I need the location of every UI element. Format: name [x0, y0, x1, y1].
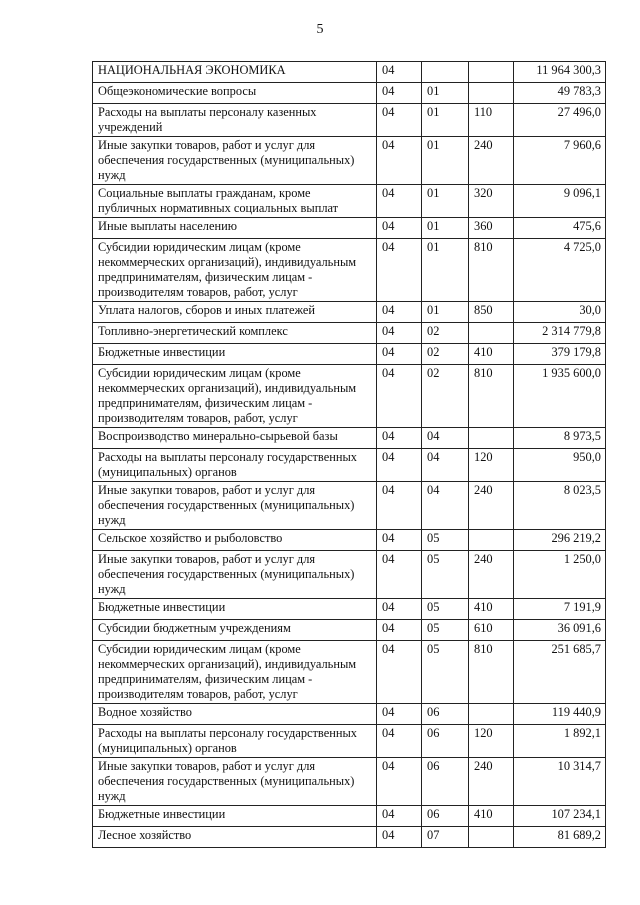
row-subsection-cell: 01 [422, 302, 469, 323]
row-section-cell: 04 [377, 365, 422, 428]
row-name-cell: Иные закупки товаров, работ и услуг для обеспечения государственных (муниципальных) нужд [93, 758, 377, 806]
row-subsection-cell: 04 [422, 449, 469, 482]
row-amount-cell: 30,0 [514, 302, 606, 323]
row-section-cell: 04 [377, 641, 422, 704]
row-expense-type-cell: 120 [469, 725, 514, 758]
row-amount-cell: 9 096,1 [514, 185, 606, 218]
table-row [93, 62, 606, 83]
row-expense-type-cell: 240 [469, 551, 514, 599]
row-section-cell: 04 [377, 827, 422, 848]
row-name-cell: Иные закупки товаров, работ и услуг для обеспечения государственных (муниципальных) нужд [93, 482, 377, 530]
row-name-cell: Уплата налогов, сборов и иных платежей [93, 302, 377, 323]
row-section-cell: 04 [377, 806, 422, 827]
row-section-cell: 04 [377, 83, 422, 104]
table-row [93, 530, 606, 551]
table-row [93, 365, 606, 428]
row-name-cell: Расходы на выплаты персоналу казенных учреждений [93, 104, 377, 137]
row-section-cell: 04 [377, 620, 422, 641]
row-name-cell: Водное хозяйство [93, 704, 377, 725]
row-expense-type-cell [469, 83, 514, 104]
row-expense-type-cell [469, 704, 514, 725]
row-name-cell: Субсидии юридическим лицам (кроме некоммерческих организаций), индивидуальным предпринимателям, физическим лицам - производителям товаров, работ, услуг [93, 239, 377, 302]
row-subsection-cell: 01 [422, 83, 469, 104]
table-row [93, 827, 606, 848]
row-section-cell: 04 [377, 449, 422, 482]
row-name-cell: Иные закупки товаров, работ и услуг для обеспечения государственных (муниципальных) нужд [93, 551, 377, 599]
row-amount-cell: 251 685,7 [514, 641, 606, 704]
row-expense-type-cell: 360 [469, 218, 514, 239]
table-row [93, 806, 606, 827]
row-amount-cell: 4 725,0 [514, 239, 606, 302]
row-subsection-cell [422, 62, 469, 83]
row-expense-type-cell: 850 [469, 302, 514, 323]
row-amount-cell: 8 973,5 [514, 428, 606, 449]
row-amount-cell: 27 496,0 [514, 104, 606, 137]
row-amount-cell: 49 783,3 [514, 83, 606, 104]
table-row [93, 344, 606, 365]
table-row [93, 323, 606, 344]
table-row [93, 302, 606, 323]
row-name-cell: Бюджетные инвестиции [93, 806, 377, 827]
table-row [93, 725, 606, 758]
row-amount-cell: 2 314 779,8 [514, 323, 606, 344]
row-expense-type-cell [469, 827, 514, 848]
table-row [93, 185, 606, 218]
row-name-cell: НАЦИОНАЛЬНАЯ ЭКОНОМИКА [93, 62, 377, 83]
table-row [93, 239, 606, 302]
table-row [93, 137, 606, 185]
table-row [93, 218, 606, 239]
table-row [93, 551, 606, 599]
row-section-cell: 04 [377, 239, 422, 302]
row-subsection-cell: 06 [422, 758, 469, 806]
table-row [93, 599, 606, 620]
row-amount-cell: 296 219,2 [514, 530, 606, 551]
row-subsection-cell: 06 [422, 725, 469, 758]
row-name-cell: Сельское хозяйство и рыболовство [93, 530, 377, 551]
row-amount-cell: 11 964 300,3 [514, 62, 606, 83]
row-section-cell: 04 [377, 62, 422, 83]
row-amount-cell: 7 960,6 [514, 137, 606, 185]
row-subsection-cell: 02 [422, 365, 469, 428]
table-row [93, 704, 606, 725]
row-amount-cell: 119 440,9 [514, 704, 606, 725]
row-expense-type-cell [469, 428, 514, 449]
row-section-cell: 04 [377, 302, 422, 323]
row-name-cell: Бюджетные инвестиции [93, 344, 377, 365]
table-row [93, 758, 606, 806]
row-subsection-cell: 01 [422, 185, 469, 218]
row-section-cell: 04 [377, 725, 422, 758]
row-amount-cell: 1 250,0 [514, 551, 606, 599]
page-number: 5 [316, 22, 324, 37]
row-amount-cell: 10 314,7 [514, 758, 606, 806]
row-section-cell: 04 [377, 323, 422, 344]
row-name-cell: Субсидии бюджетным учреждениям [93, 620, 377, 641]
row-subsection-cell: 06 [422, 704, 469, 725]
row-expense-type-cell: 610 [469, 620, 514, 641]
row-section-cell: 04 [377, 551, 422, 599]
row-amount-cell: 8 023,5 [514, 482, 606, 530]
row-subsection-cell: 05 [422, 599, 469, 620]
row-expense-type-cell: 410 [469, 344, 514, 365]
row-amount-cell: 1 935 600,0 [514, 365, 606, 428]
table-row [93, 641, 606, 704]
row-subsection-cell: 05 [422, 620, 469, 641]
row-amount-cell: 475,6 [514, 218, 606, 239]
row-name-cell: Лесное хозяйство [93, 827, 377, 848]
row-amount-cell: 1 892,1 [514, 725, 606, 758]
row-subsection-cell: 02 [422, 344, 469, 365]
row-name-cell: Расходы на выплаты персоналу государственных (муниципальных) органов [93, 449, 377, 482]
row-name-cell: Бюджетные инвестиции [93, 599, 377, 620]
row-subsection-cell: 07 [422, 827, 469, 848]
budget-table-body [93, 62, 606, 848]
row-expense-type-cell: 320 [469, 185, 514, 218]
row-amount-cell: 107 234,1 [514, 806, 606, 827]
table-row [93, 104, 606, 137]
table-row [93, 428, 606, 449]
row-name-cell: Иные выплаты населению [93, 218, 377, 239]
row-section-cell: 04 [377, 530, 422, 551]
row-name-cell: Социальные выплаты гражданам, кроме публичных нормативных социальных выплат [93, 185, 377, 218]
row-section-cell: 04 [377, 482, 422, 530]
row-expense-type-cell: 810 [469, 365, 514, 428]
budget-table [92, 61, 606, 848]
row-expense-type-cell: 240 [469, 758, 514, 806]
row-amount-cell: 81 689,2 [514, 827, 606, 848]
row-expense-type-cell [469, 323, 514, 344]
row-name-cell: Субсидии юридическим лицам (кроме некоммерческих организаций), индивидуальным предпринимателям, физическим лицам - производителям товаров, работ, услуг [93, 365, 377, 428]
row-amount-cell: 950,0 [514, 449, 606, 482]
row-name-cell: Топливно-энергетический комплекс [93, 323, 377, 344]
row-expense-type-cell [469, 62, 514, 83]
row-subsection-cell: 01 [422, 218, 469, 239]
row-section-cell: 04 [377, 599, 422, 620]
row-expense-type-cell: 240 [469, 482, 514, 530]
row-expense-type-cell [469, 530, 514, 551]
row-section-cell: 04 [377, 104, 422, 137]
row-subsection-cell: 01 [422, 137, 469, 185]
row-amount-cell: 36 091,6 [514, 620, 606, 641]
row-expense-type-cell: 120 [469, 449, 514, 482]
row-amount-cell: 7 191,9 [514, 599, 606, 620]
row-subsection-cell: 05 [422, 530, 469, 551]
row-expense-type-cell: 810 [469, 641, 514, 704]
row-section-cell: 04 [377, 344, 422, 365]
row-section-cell: 04 [377, 137, 422, 185]
table-row [93, 83, 606, 104]
row-expense-type-cell: 110 [469, 104, 514, 137]
row-name-cell: Субсидии юридическим лицам (кроме некоммерческих организаций), индивидуальным предпринимателям, физическим лицам - производителям товаров, работ, услуг [93, 641, 377, 704]
row-section-cell: 04 [377, 185, 422, 218]
row-name-cell: Воспроизводство минерально-сырьевой базы [93, 428, 377, 449]
row-name-cell: Расходы на выплаты персоналу государственных (муниципальных) органов [93, 725, 377, 758]
row-expense-type-cell: 410 [469, 599, 514, 620]
row-section-cell: 04 [377, 758, 422, 806]
table-row [93, 620, 606, 641]
row-expense-type-cell: 410 [469, 806, 514, 827]
row-name-cell: Иные закупки товаров, работ и услуг для обеспечения государственных (муниципальных) нужд [93, 137, 377, 185]
row-subsection-cell: 04 [422, 482, 469, 530]
table-row [93, 482, 606, 530]
row-subsection-cell: 06 [422, 806, 469, 827]
row-subsection-cell: 05 [422, 641, 469, 704]
row-subsection-cell: 01 [422, 104, 469, 137]
table-row [93, 449, 606, 482]
row-expense-type-cell: 810 [469, 239, 514, 302]
row-subsection-cell: 04 [422, 428, 469, 449]
row-section-cell: 04 [377, 218, 422, 239]
row-subsection-cell: 05 [422, 551, 469, 599]
row-subsection-cell: 02 [422, 323, 469, 344]
row-expense-type-cell: 240 [469, 137, 514, 185]
row-subsection-cell: 01 [422, 239, 469, 302]
row-amount-cell: 379 179,8 [514, 344, 606, 365]
row-section-cell: 04 [377, 704, 422, 725]
row-section-cell: 04 [377, 428, 422, 449]
row-name-cell: Общеэкономические вопросы [93, 83, 377, 104]
